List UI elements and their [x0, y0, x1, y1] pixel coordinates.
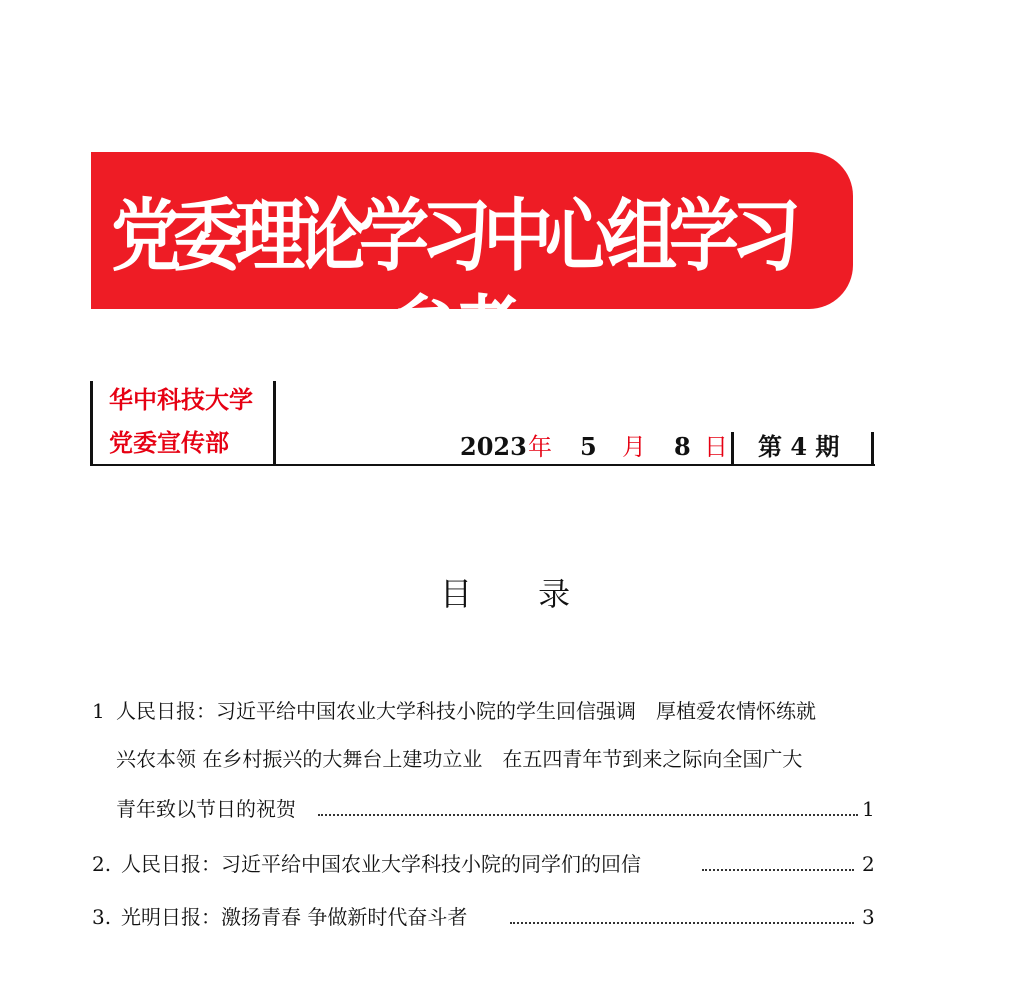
- date-year-unit: 年: [528, 433, 552, 461]
- publisher-department: 党委宣传部: [109, 428, 229, 457]
- toc-item-line: 光明日报：激扬青春 争做新时代奋斗者: [121, 905, 468, 929]
- toc-page-number: 3: [862, 905, 875, 929]
- date-day: 8: [674, 432, 691, 461]
- issue-number: 第 4 期: [758, 432, 840, 461]
- masthead-title: 党委理论学习中心组学习参考: [111, 189, 793, 379]
- toc-page-number: 1: [862, 797, 875, 821]
- toc-item-number: 3.: [92, 905, 112, 929]
- date-day-unit: 日: [704, 433, 728, 461]
- toc-item-number: 2.: [92, 852, 112, 876]
- toc-item-line: 兴农本领 在乡村振兴的大舞台上建功立业 在五四青年节到来之际向全国广大: [116, 747, 803, 771]
- toc-item-line: 人民日报：习近平给中国农业大学科技小院的同学们的回信: [121, 852, 641, 876]
- toc-leader-dots: [702, 869, 854, 871]
- issue-right-border: [871, 432, 874, 466]
- toc-item-line: 人民日报：习近平给中国农业大学科技小院的学生回信强调 厚植爱农情怀练就: [116, 699, 816, 723]
- toc-item-number: 1: [92, 699, 105, 723]
- date-month-unit: 月: [622, 433, 646, 461]
- toc-title: 目 录: [440, 575, 599, 613]
- date-year: 2023: [460, 432, 527, 461]
- toc-page-number: 2: [862, 852, 875, 876]
- toc-item-line: 青年致以节日的祝贺: [116, 797, 296, 821]
- masthead-banner: [91, 152, 853, 379]
- date-month: 5: [580, 432, 597, 461]
- publisher-box: [90, 381, 276, 465]
- toc-leader-dots: [318, 814, 858, 816]
- toc-leader-dots: [510, 922, 854, 924]
- publisher-university: 华中科技大学: [109, 385, 253, 414]
- issue-divider: [731, 432, 734, 466]
- header-rule: [90, 464, 875, 466]
